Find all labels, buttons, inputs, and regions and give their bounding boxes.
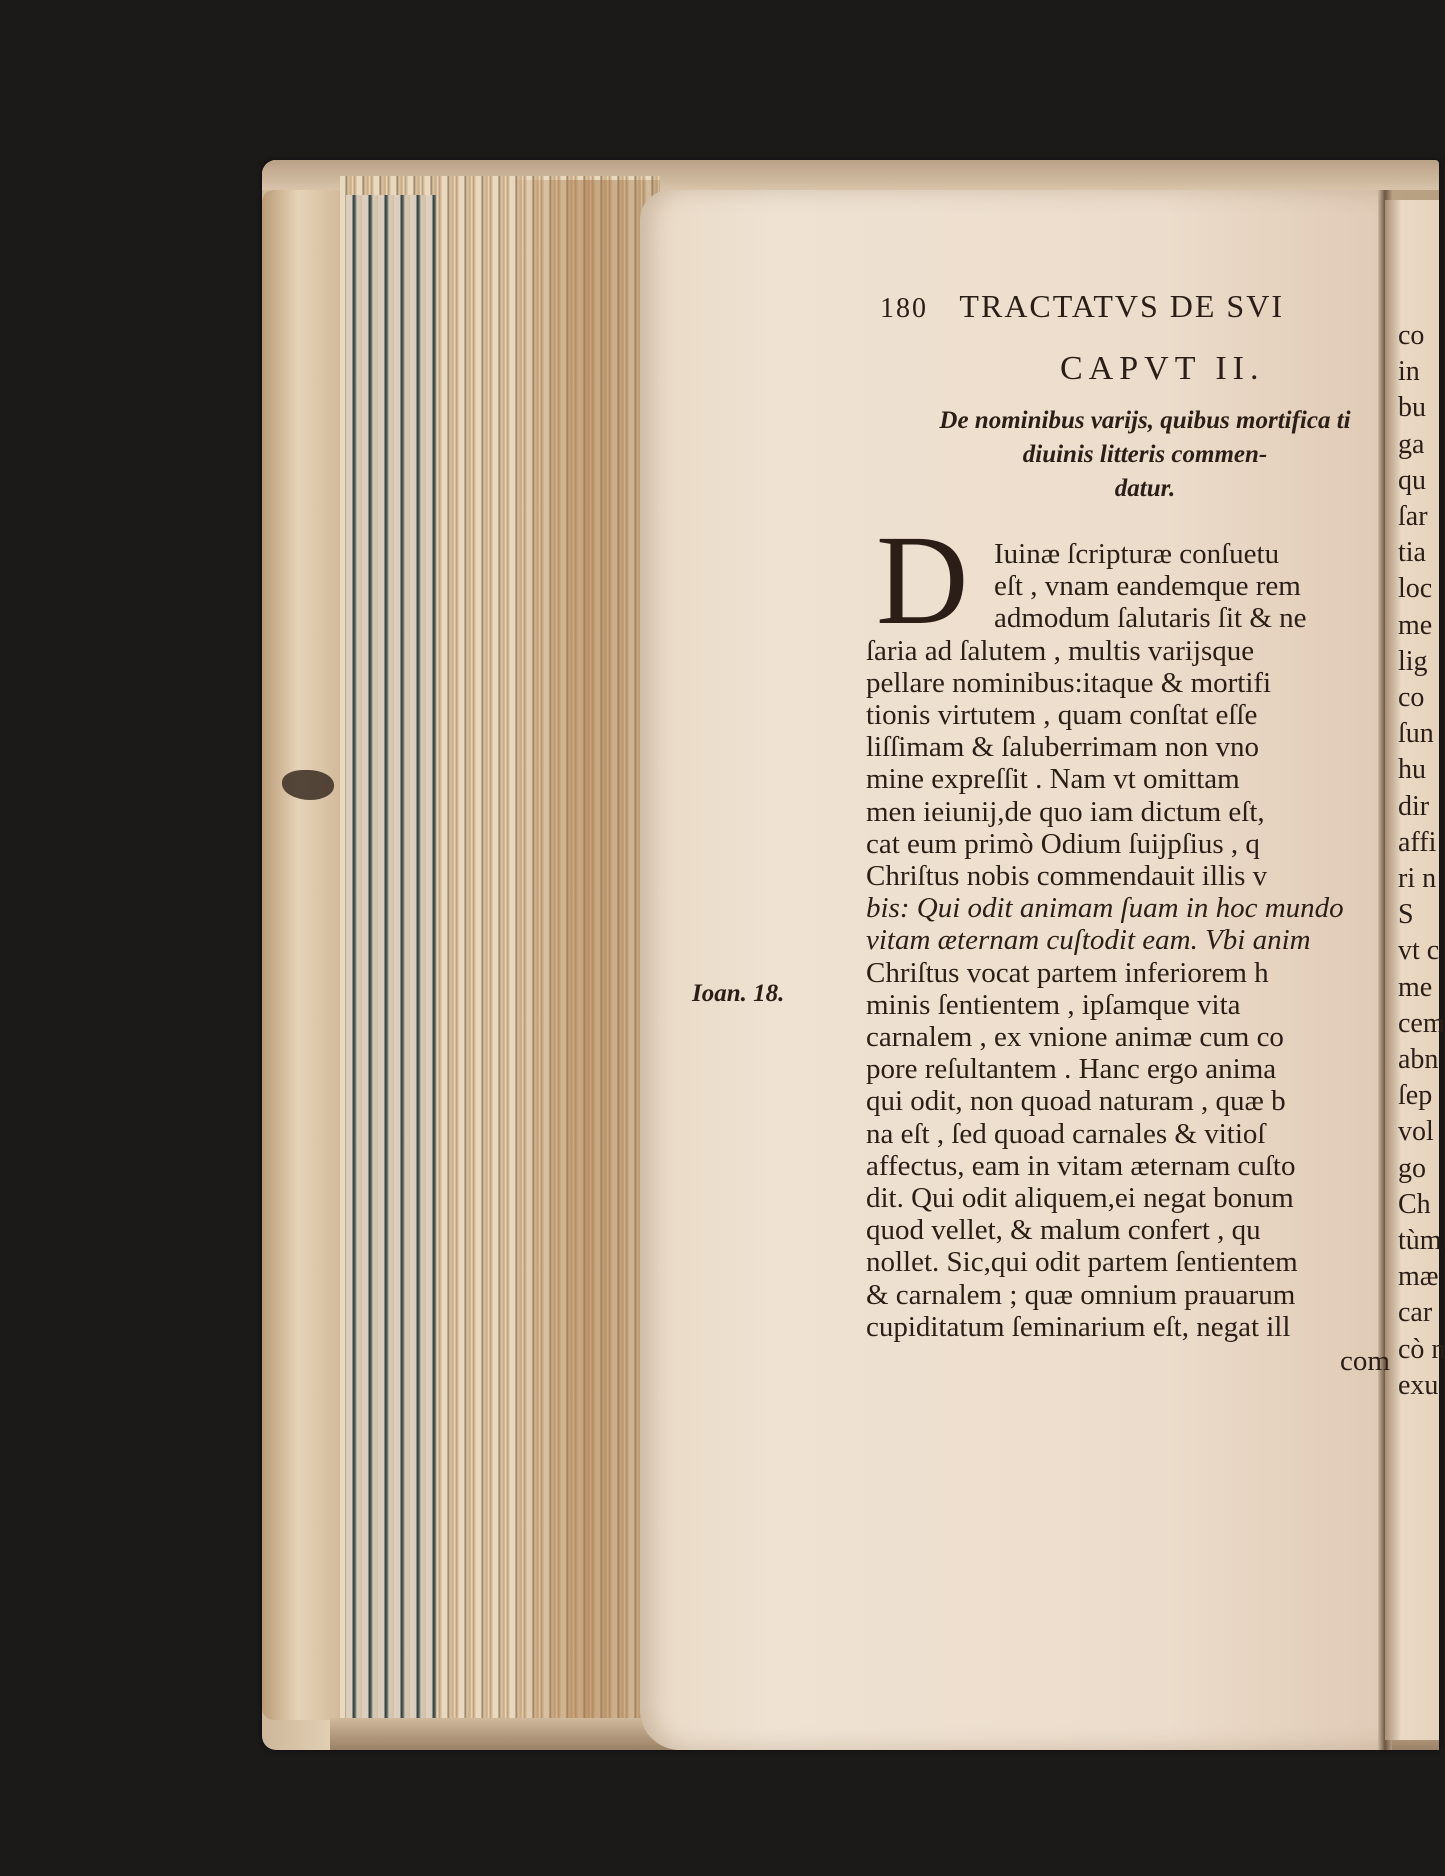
running-head — [880, 288, 1390, 325]
next-page-fragment: ſar — [1398, 501, 1428, 532]
body-line: pellare nominibus:itaque & mortifi — [866, 666, 1272, 699]
body-line: mine expreſſit . Nam vt omittam — [866, 763, 1240, 796]
next-page-fragment: car — [1398, 1297, 1433, 1329]
next-page-fragment: ſun — [1398, 718, 1434, 750]
chapter-title: CAPVT II. — [1060, 350, 1265, 387]
next-page-fragment: abn — [1398, 1044, 1439, 1075]
body-line: eſt , vnam eandemque rem — [994, 570, 1301, 603]
next-page-fragment: cem — [1398, 1007, 1445, 1039]
chapter-subtitle — [900, 404, 1390, 506]
body-line: carnalem , ex vnione animæ cum co — [866, 1021, 1284, 1053]
next-page-fragment: co — [1398, 682, 1425, 713]
next-page-fragment: ſep — [1398, 1080, 1433, 1112]
next-page-fragment: vt c — [1398, 935, 1440, 967]
next-page-fragment: affi — [1398, 826, 1437, 858]
next-page-fragment: ga — [1398, 428, 1425, 460]
page-edges-dark-layers — [346, 195, 436, 1720]
body-line: Chriſtus vocat partem inferiorem h — [866, 956, 1269, 989]
next-page-fragment: bu — [1398, 392, 1426, 424]
subtitle-line: diuinis litteris commen- — [1022, 441, 1268, 468]
next-page-fragment: go — [1398, 1152, 1426, 1184]
next-page-fragment: vol — [1398, 1116, 1434, 1148]
page-edges-toned — [510, 180, 660, 1730]
drop-cap: D — [876, 509, 969, 651]
body-line: ſaria ad ſalutem , multis varijsque — [866, 634, 1255, 667]
body-line: affectus, eam in vitam æternam cuſto — [866, 1149, 1296, 1182]
subtitle-line: De nominibus varijs, quibus mortifica ti — [939, 407, 1351, 434]
running-title: TRACTATVS DE SVI — [959, 288, 1284, 324]
next-page-fragment: tia — [1398, 537, 1426, 569]
body-line: & carnalem ; quæ omnium prauarum — [866, 1278, 1296, 1311]
margin-note: Ioan. 18. — [692, 980, 785, 1007]
next-page-fragment: S — [1398, 899, 1414, 931]
subtitle-line: datur. — [1114, 475, 1176, 502]
next-page-fragment: me — [1398, 971, 1433, 1003]
body-line: cat eum primò Odium ſuijpſius , q — [866, 827, 1260, 860]
body-line: qui odit, non quoad naturam , quæ b — [866, 1085, 1286, 1118]
body-line: quod vellet, & malum confert , qu — [866, 1214, 1261, 1247]
body-line: Chriſtus nobis commendauit illis v — [866, 860, 1268, 892]
next-page-fragment: me — [1398, 609, 1433, 641]
body-line: cupiditatum ſeminarium eſt, negat ill — [866, 1310, 1291, 1343]
next-page-fragment: ri n — [1398, 863, 1437, 894]
next-page-fragment: loc — [1398, 573, 1433, 605]
body-line: nollet. Sic,qui odit partem ſentientem — [866, 1246, 1298, 1279]
next-page-fragment: exu — [1398, 1369, 1439, 1401]
catchword: com — [1340, 1345, 1390, 1377]
body-line: Iuinæ ſcripturæ conſuetu — [994, 538, 1280, 570]
body-line: admodum ſalutaris ſit & ne — [994, 602, 1307, 635]
body-line: tionis virtutem , quam conſtat eſſe — [866, 699, 1258, 731]
body-line: dit. Qui odit aliquem,ei negat bonum — [866, 1182, 1294, 1214]
next-page-fragment: mæ — [1398, 1261, 1439, 1293]
next-page-fragment: lig — [1398, 645, 1428, 677]
next-page-fragment: in — [1398, 356, 1420, 388]
body-line: pore reſultantem . Hanc ergo anima — [866, 1053, 1277, 1086]
body-line: bis: Qui odit animam ſuam in hoc mundo — [866, 892, 1344, 925]
next-page-fragment: hu — [1398, 754, 1426, 786]
next-page-fragment: tùm — [1398, 1225, 1442, 1256]
body-line: liſſimam & ſaluberrimam non vno — [866, 731, 1260, 764]
next-page-fragment: cò n — [1398, 1333, 1445, 1365]
body-line: na eſt , ſed quoad carnales & vitioſ — [866, 1117, 1266, 1150]
body-line: men ieiunij,de quo iam dictum eſt, — [866, 795, 1265, 828]
cover-spine-strip — [262, 190, 342, 1720]
page-number: 180 — [880, 293, 928, 324]
next-page-fragment: dir — [1398, 790, 1430, 822]
body-line: minis ſentientem , ipſamque vita — [866, 988, 1241, 1021]
body-line: vitam æternam cuſtodit eam. Vbi anim — [866, 924, 1311, 957]
next-page-fragment: Ch — [1398, 1188, 1431, 1220]
next-page-fragment: co — [1398, 320, 1425, 351]
next-page-fragment: qu — [1398, 464, 1426, 496]
